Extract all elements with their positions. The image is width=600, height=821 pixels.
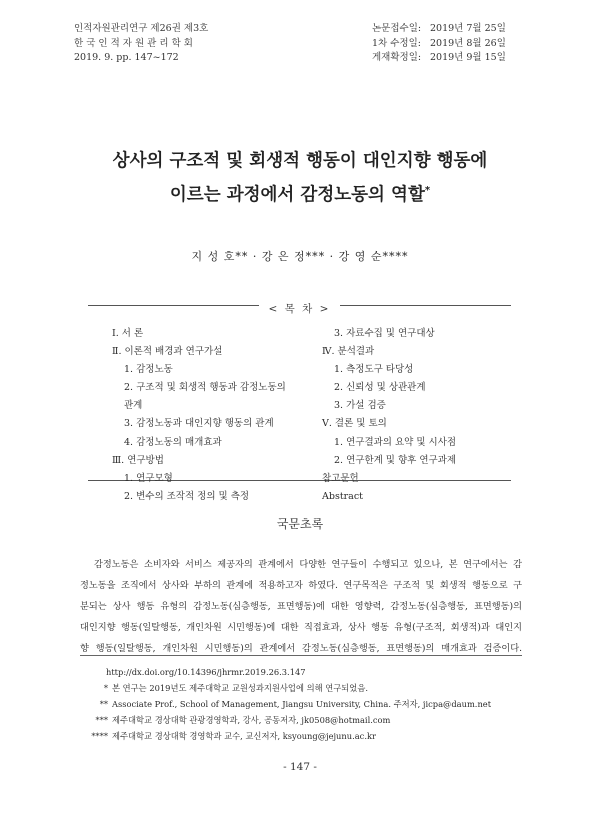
footnote-text: 제주대학교 경상대학 관광경영학과, 강사, 공동저자, jk0508@hotmail.com	[112, 715, 391, 726]
toc-item: Abstract	[322, 490, 363, 502]
toc-item: 2. 연구한계 및 향후 연구과제	[334, 454, 457, 466]
abstract-line: 감정노동은 소비자와 서비스 제공자의 관계에서 다양한 연구들이 수행되고 있으나, 본 연구에서는 감	[94, 559, 522, 570]
footnote-mark: ****	[91, 731, 108, 742]
footnote-text: Associate Prof., School of Management, Jiangsu University, China. 주저자, jicpa@daum.net	[112, 699, 492, 710]
journal-name: 인적자원관리연구 제26권 제3호	[74, 23, 209, 34]
footnote	[80, 696, 540, 712]
toc-item: 관계	[124, 400, 143, 412]
submission-dates	[372, 22, 532, 66]
table-of-contents	[88, 303, 511, 502]
date-received: 논문접수일: 2019년 7월 25일	[372, 23, 506, 34]
paper-title	[0, 147, 600, 210]
footnote-text: 본 연구는 2019년도 제주대학교 교원성과지원사업에 의해 연구되었음.	[112, 683, 368, 694]
title-footnote-mark: *	[424, 185, 431, 196]
footnote-divider	[80, 655, 522, 656]
toc-item: Ⅴ. 결론 및 토의	[322, 418, 387, 430]
abstract-body	[80, 554, 522, 659]
footnote-mark: **	[99, 699, 108, 710]
toc-item: 2. 구조적 및 회생적 행동과 감정노동의	[124, 382, 286, 394]
abstract-title: 국문초록	[276, 517, 324, 531]
abstract-line: 정노동을 조직에서 상사와 부하의 관계에 적용하고자 하였다. 연구목적은 구조적 및 회생적 행동으로 구	[80, 580, 522, 592]
date-revised: 1차 수정일: 2019년 8월 26일	[372, 37, 506, 49]
footnote-mark: ***	[95, 715, 108, 726]
footnotes	[80, 664, 540, 744]
footnote	[80, 680, 540, 696]
toc-right-column	[314, 325, 514, 506]
issue-pages: 2019. 9. pp. 147~172	[74, 52, 179, 63]
abstract-line: 분되는 상사 행동 유형의 감정노동(심층행동, 표면행동)에 대한 영향력, 감정노동(심층행동, 표면행동)의	[80, 601, 522, 613]
page-number: - 147 -	[283, 761, 317, 773]
journal-header-left	[74, 22, 208, 66]
toc-item: 1. 연구결과의 요약 및 시사점	[334, 436, 457, 448]
toc-item: 3. 자료수집 및 연구대상	[334, 328, 435, 339]
title-line-1: 상사의 구조적 및 회생적 행동이 대인지향 행동에	[112, 151, 488, 171]
footnote	[80, 712, 540, 728]
footnote-list	[80, 680, 540, 744]
toc-item: 1. 측정도구 타당성	[334, 364, 414, 376]
footnote-text: 제주대학교 경상대학 경영학과 교수, 교신저자, ksyoung@jejunu.ac.kr	[112, 731, 376, 742]
title-line-2: 이르는 과정에서 감정노동의 역할*	[169, 184, 431, 205]
toc-item: Ⅰ. 서 론	[112, 328, 144, 339]
abstract-line: 대인지향 행동(일탈행동, 개인차원 시민행동)에 대한 직접효과, 상사 행동 유형(구조적, 회생적)과 대인지	[80, 622, 522, 634]
toc-item: 1. 연구모형	[124, 472, 173, 484]
toc-item: 1. 감정노동	[124, 364, 173, 376]
abstract-line: 향 행동(일탈행동, 개인차원 시민행동)의 관계에서 감정노동(심층행동, 표면행동)의 매개효과 검증이다.	[80, 643, 522, 655]
doi-link[interactable]: http://dx.doi.org/10.14396/jhrmr.2019.26.3.147	[106, 667, 306, 677]
toc-item: 2. 변수의 조작적 정의 및 측정	[124, 490, 250, 502]
toc-item: 4. 감정노동의 매개효과	[124, 436, 222, 448]
author-list: 지 성 호** · 강 은 정*** · 강 영 순****	[191, 250, 409, 263]
toc-item: 3. 가설 검증	[334, 400, 386, 412]
toc-item: 참고문헌	[322, 472, 359, 484]
footnote-mark: *	[103, 683, 108, 694]
footnote	[80, 728, 540, 744]
date-accepted: 게재확정일: 2019년 9월 15일	[372, 52, 506, 63]
society-name: 한 국 인 적 자 원 관 리 학 회	[74, 37, 193, 49]
toc-item: Ⅳ. 분석결과	[322, 346, 375, 358]
toc-left-column	[104, 325, 304, 506]
toc-item: 2. 신뢰성 및 상관관계	[334, 382, 426, 394]
toc-item: 3. 감정노동과 대인지향 행동의 관계	[124, 418, 274, 430]
toc-heading: < 목 차 >	[88, 297, 511, 316]
toc-item: Ⅱ. 이론적 배경과 연구가설	[112, 346, 223, 358]
toc-item: Ⅲ. 연구방법	[112, 454, 164, 466]
